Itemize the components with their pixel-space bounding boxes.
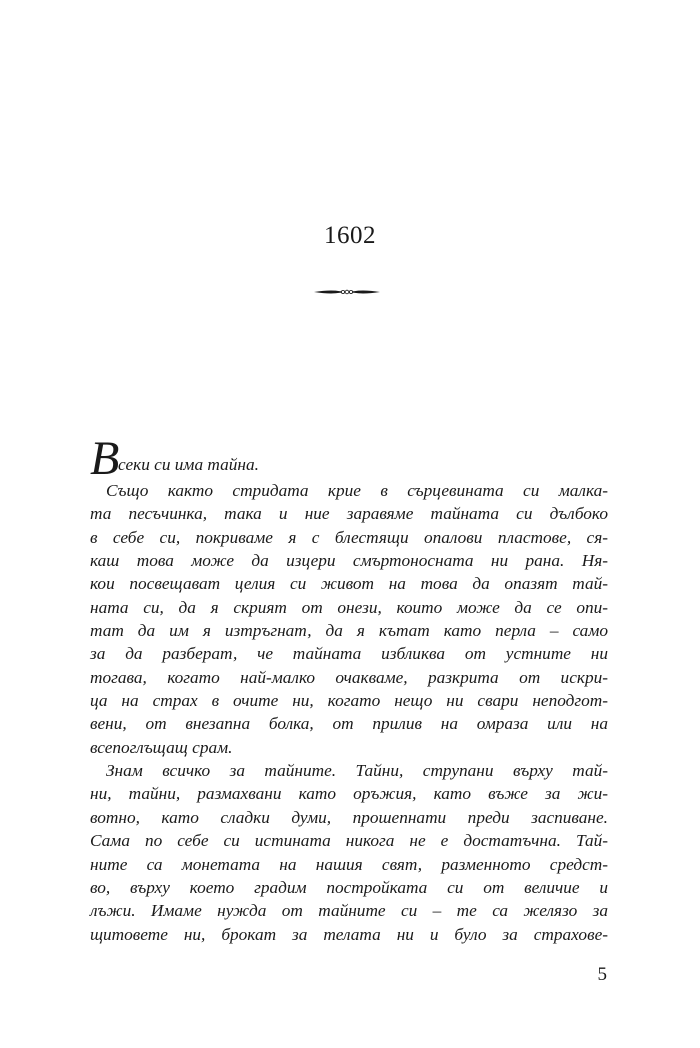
text-line: в себе си, покриваме я с блестящи опалови пластове, ся- [90, 527, 608, 547]
text-line: щитовете ни, брокат за телата ни и було за страхове- [90, 924, 608, 944]
text-line: тогава, когато най-малко очакваме, разкрита от искри- [90, 667, 608, 687]
text-line: та песъчинка, така и ние заравяме тайната си дълбоко [90, 504, 608, 524]
text-line: вени, от внезапна болка, от прилив на омраза или на [90, 714, 608, 734]
text-line: Също както стридата крие в сърцевината си малка- [106, 481, 608, 500]
text-line: кои посвещават целия си живот на това да опазят тай- [90, 574, 608, 594]
text-line: тат да им я изтръгнат, да я кътат като перла – само [90, 621, 608, 641]
text-line: ца на страх в очите ни, когато нещо ни свари неподгот- [90, 691, 608, 711]
drop-cap: В [90, 432, 120, 485]
ornament-divider [312, 285, 382, 299]
body-text [90, 433, 608, 946]
page-number: 5 [597, 964, 607, 985]
text-line: всепоглъщащ срам. [90, 737, 233, 757]
text-line: Знам всичко за тайните. Тайни, струпани върху тай- [106, 761, 608, 781]
text-line: за да разберат, че тайната избликва от устните ни [90, 644, 608, 664]
text-line: лъжи. Имаме нужда от тайните си – те са желязо за [90, 901, 608, 921]
text-line: ни, тайни, размахвани като оръжия, като въже за жи- [90, 784, 608, 804]
paragraph-lines [90, 479, 608, 946]
opening-line-text: секи си има тайна. [118, 455, 259, 474]
text-line: во, върху което градим постройката си от величие и [90, 877, 608, 897]
text-line: ната си, да я скрият от онези, които може да се опи- [90, 597, 608, 617]
text-line: вотно, като сладки думи, прошепнати преди заспиване. [90, 807, 608, 827]
opening-line [90, 432, 608, 485]
text-line: каш това може да изцери смъртоносната ни рана. Ня- [90, 551, 608, 571]
text-line: Сама по себе си истината никога не е достатъчна. Тай- [90, 831, 608, 851]
chapter-title: 1602 [324, 222, 376, 249]
text-line: ните са монетата на нашия свят, разменното средст- [90, 854, 608, 874]
